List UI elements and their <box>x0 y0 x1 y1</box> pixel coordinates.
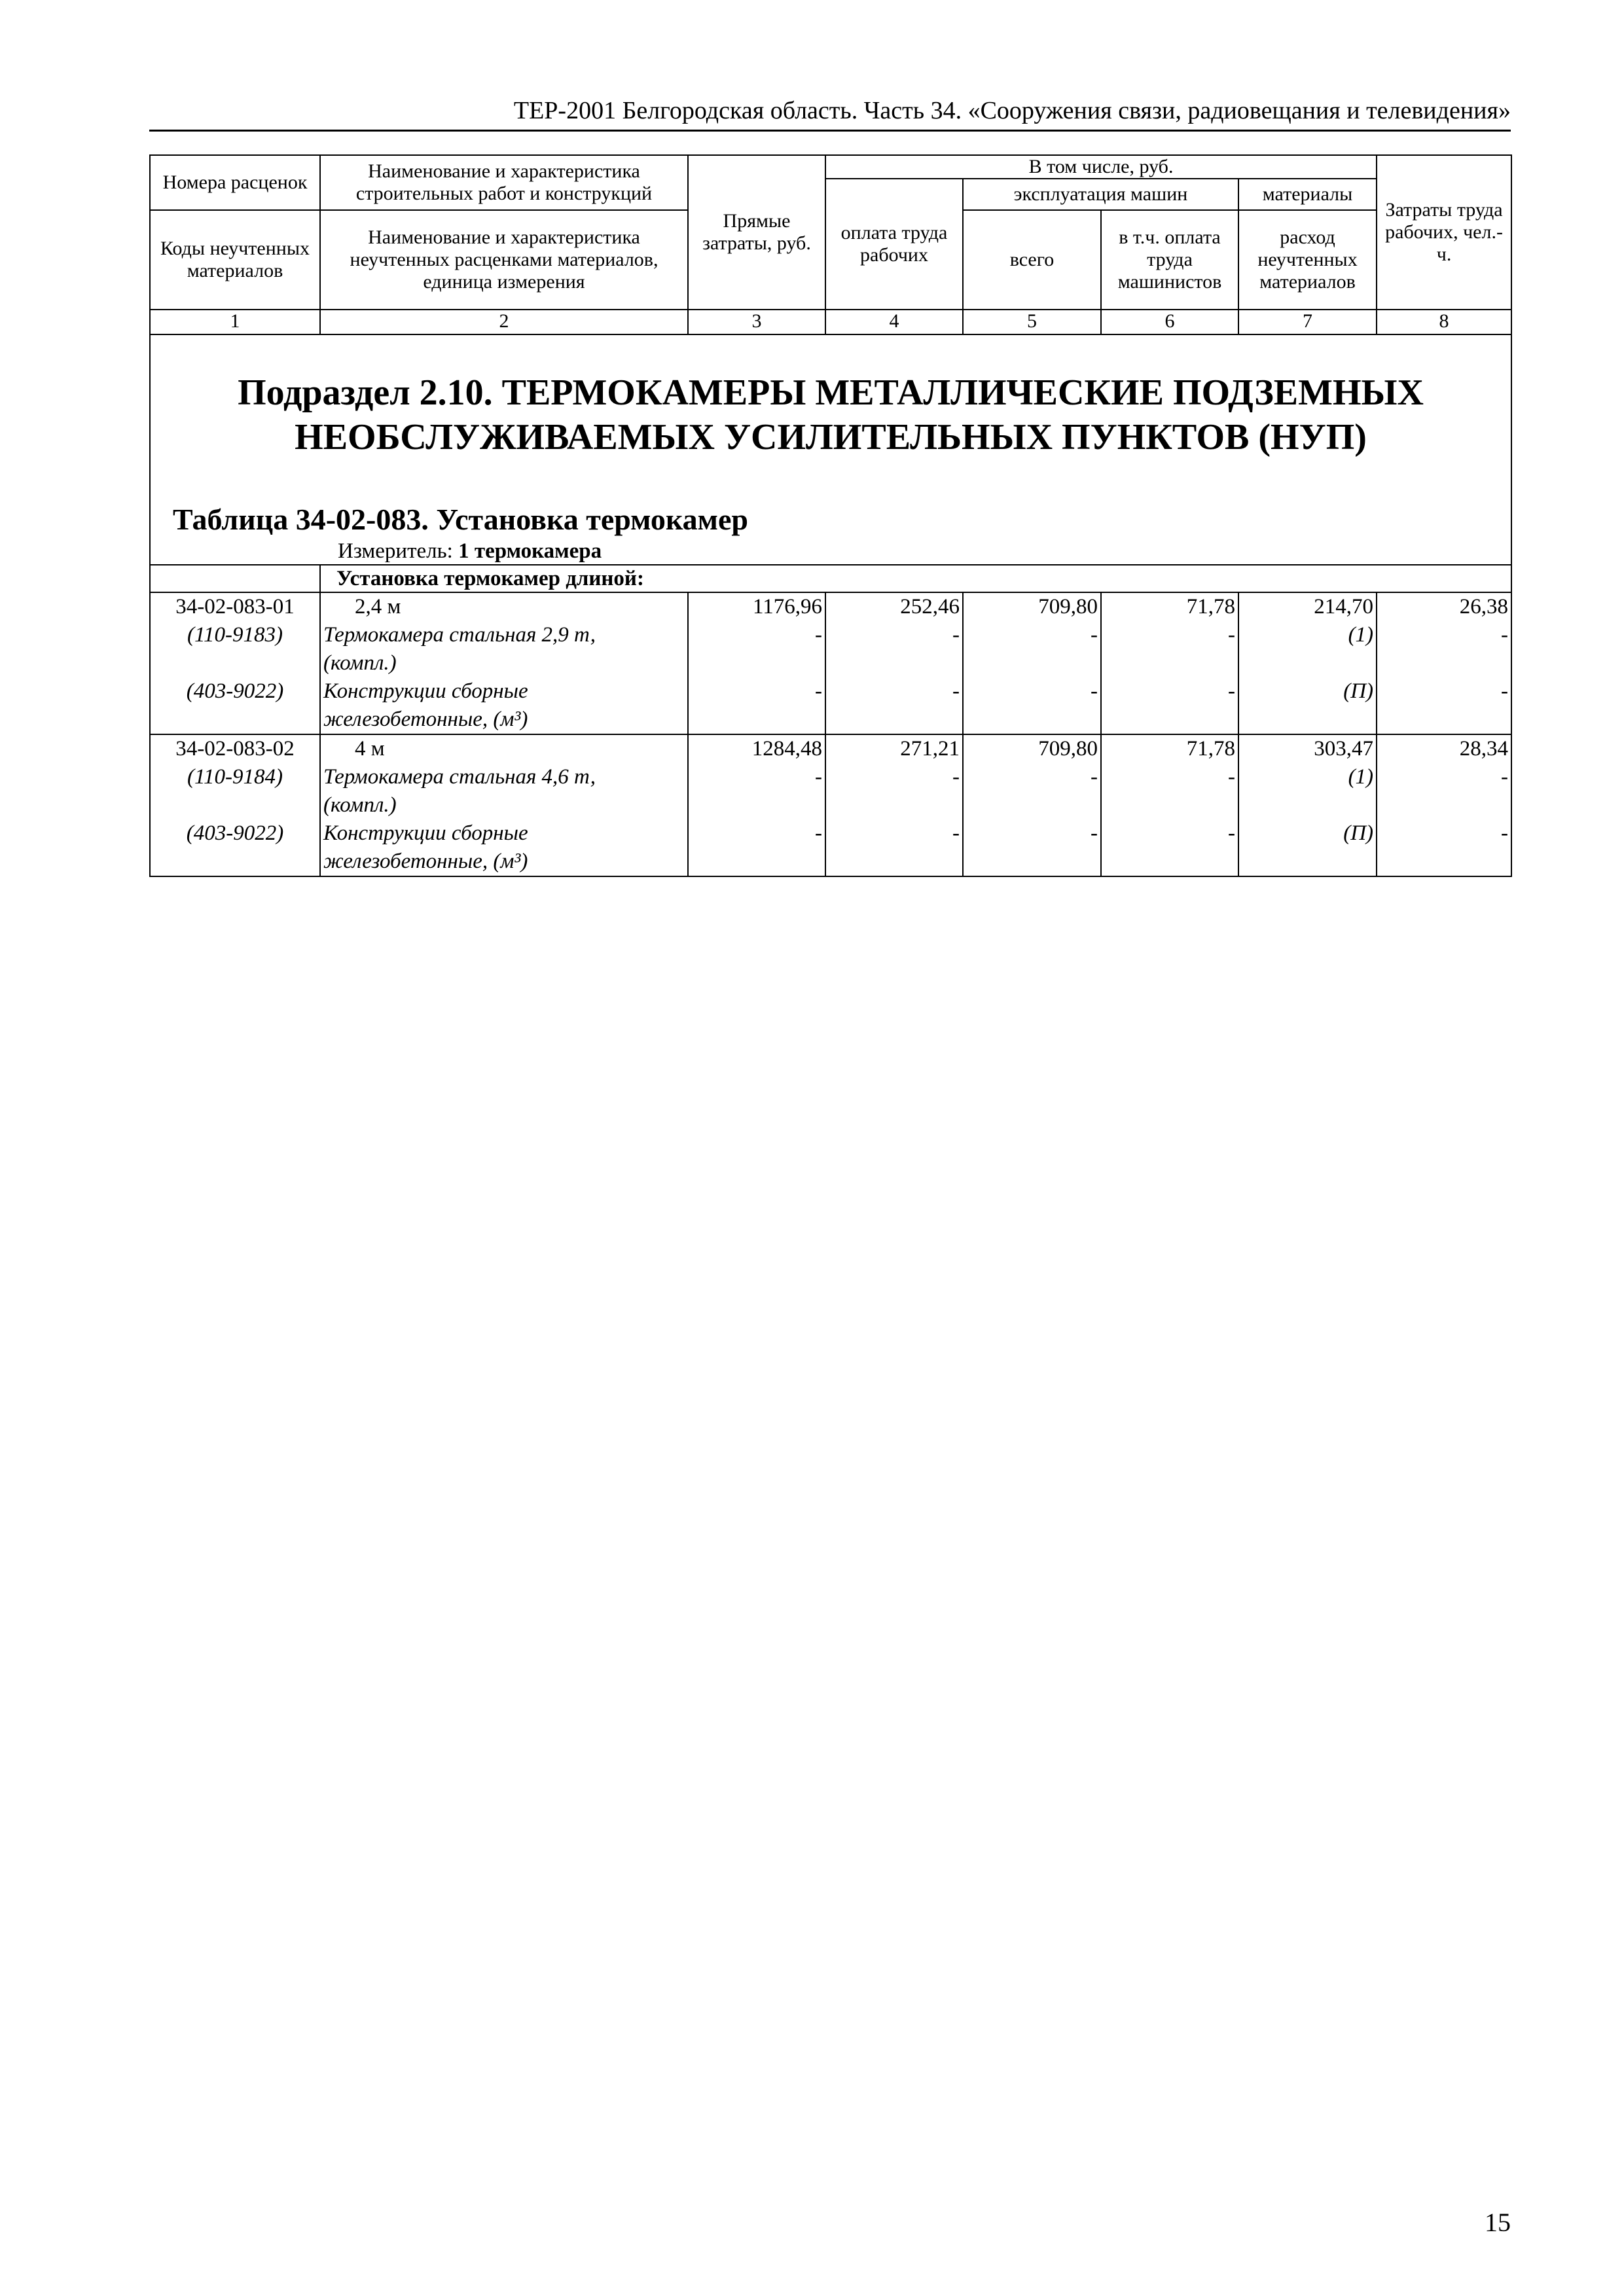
header-work-name: Наименование и характеристика строительных работ и конструкций <box>320 155 688 210</box>
header-labor-hours: Затраты труда рабочих, чел.-ч. <box>1377 155 1511 310</box>
worker-pay: 252,46 <box>825 592 963 621</box>
material-consumption: (1) <box>1238 621 1377 677</box>
rates-table <box>149 154 1512 877</box>
direct-costs: - <box>688 763 825 819</box>
materials-cost: 214,70 <box>1238 592 1377 621</box>
column-number: 2 <box>320 310 688 334</box>
direct-costs: - <box>688 677 825 734</box>
rate-name: 4 м <box>320 734 688 763</box>
worker-pay: - <box>825 763 963 819</box>
measure-value: 1 термокамера <box>458 539 602 563</box>
machine-total: 709,80 <box>963 734 1101 763</box>
header-worker-pay: оплата труда рабочих <box>825 179 963 310</box>
rate-block-2 <box>150 734 1511 876</box>
header-machine-operation: эксплуатация машин <box>963 179 1238 210</box>
labor-hours: - <box>1377 677 1511 734</box>
header-unaccounted-materials: расход неучтенных материалов <box>1238 210 1377 310</box>
rate-code: 34-02-083-02 <box>150 734 320 763</box>
running-header: ТЕР-2001 Белгородская область. Часть 34. «Сооружения связи, радиовещания и телевидения» <box>513 97 1511 124</box>
worker-pay: - <box>825 621 963 677</box>
direct-costs: 1176,96 <box>688 592 825 621</box>
material-name: Конструкции сборные железобетонные, (м³) <box>320 677 688 734</box>
machine-total: - <box>963 763 1101 819</box>
direct-costs: 1284,48 <box>688 734 825 763</box>
header-rule <box>149 130 1511 132</box>
page-number: 15 <box>1485 2208 1511 2237</box>
rate-block-1 <box>150 592 1511 734</box>
header-rate-numbers: Номера расценок <box>150 155 320 210</box>
direct-costs: - <box>688 621 825 677</box>
worker-pay: 271,21 <box>825 734 963 763</box>
table-title: Таблица 34-02-083. Установка термокамер <box>173 503 748 536</box>
labor-hours: - <box>1377 763 1511 819</box>
machinist-pay: 71,78 <box>1101 734 1238 763</box>
material-consumption: (1) <box>1238 763 1377 819</box>
header-material-names: Наименование и характеристика неучтенных расценками материалов, единица измерения <box>320 210 688 310</box>
header-machine-total: всего <box>963 210 1101 310</box>
material-consumption: (П) <box>1238 677 1377 734</box>
material-name: Термокамера стальная 4,6 т, (компл.) <box>320 763 688 819</box>
group-title: Установка термокамер длиной: <box>336 567 644 590</box>
material-code: (110-9184) <box>150 763 320 819</box>
machinist-pay: 71,78 <box>1101 592 1238 621</box>
materials-cost: 303,47 <box>1238 734 1377 763</box>
machinist-pay: - <box>1101 677 1238 734</box>
column-number: 5 <box>963 310 1101 334</box>
rate-name: 2,4 м <box>320 592 688 621</box>
material-code: (110-9183) <box>150 621 320 677</box>
measure-label: Измеритель: <box>338 539 459 563</box>
labor-hours: 28,34 <box>1377 734 1511 763</box>
rate-code: 34-02-083-01 <box>150 592 320 621</box>
column-number: 1 <box>150 310 320 334</box>
worker-pay: - <box>825 677 963 734</box>
subsection-title: Подраздел 2.10. ТЕРМОКАМЕРЫ МЕТАЛЛИЧЕСКИЕ ПОДЗЕМНЫХ НЕОБСЛУЖИВАЕМЫХ УСИЛИТЕЛЬНЫХ ПУНКТОВ (НУП) <box>238 372 1424 457</box>
material-code: (403-9022) <box>150 677 320 734</box>
column-number: 7 <box>1238 310 1377 334</box>
header-material-codes: Коды неучтенных материалов <box>150 210 320 310</box>
header-materials: материалы <box>1238 179 1377 210</box>
header-direct-costs: Прямые затраты, руб. <box>688 155 825 310</box>
labor-hours: - <box>1377 819 1511 876</box>
column-number: 8 <box>1377 310 1511 334</box>
measure-row <box>150 538 1511 565</box>
material-name: Конструкции сборные железобетонные, (м³) <box>320 819 688 876</box>
material-consumption: (П) <box>1238 819 1377 876</box>
machinist-pay: - <box>1101 819 1238 876</box>
labor-hours: - <box>1377 621 1511 677</box>
machine-total: - <box>963 677 1101 734</box>
machine-total: - <box>963 819 1101 876</box>
column-number: 4 <box>825 310 963 334</box>
column-number: 3 <box>688 310 825 334</box>
header-machinist-pay: в т.ч. оплата труда машинистов <box>1101 210 1238 310</box>
machinist-pay: - <box>1101 763 1238 819</box>
header-including: В том числе, руб. <box>825 155 1377 179</box>
material-name: Термокамера стальная 2,9 т, (компл.) <box>320 621 688 677</box>
machine-total: 709,80 <box>963 592 1101 621</box>
worker-pay: - <box>825 819 963 876</box>
direct-costs: - <box>688 819 825 876</box>
material-code: (403-9022) <box>150 819 320 876</box>
labor-hours: 26,38 <box>1377 592 1511 621</box>
column-number: 6 <box>1101 310 1238 334</box>
machinist-pay: - <box>1101 621 1238 677</box>
machine-total: - <box>963 621 1101 677</box>
section-block <box>150 334 1511 538</box>
